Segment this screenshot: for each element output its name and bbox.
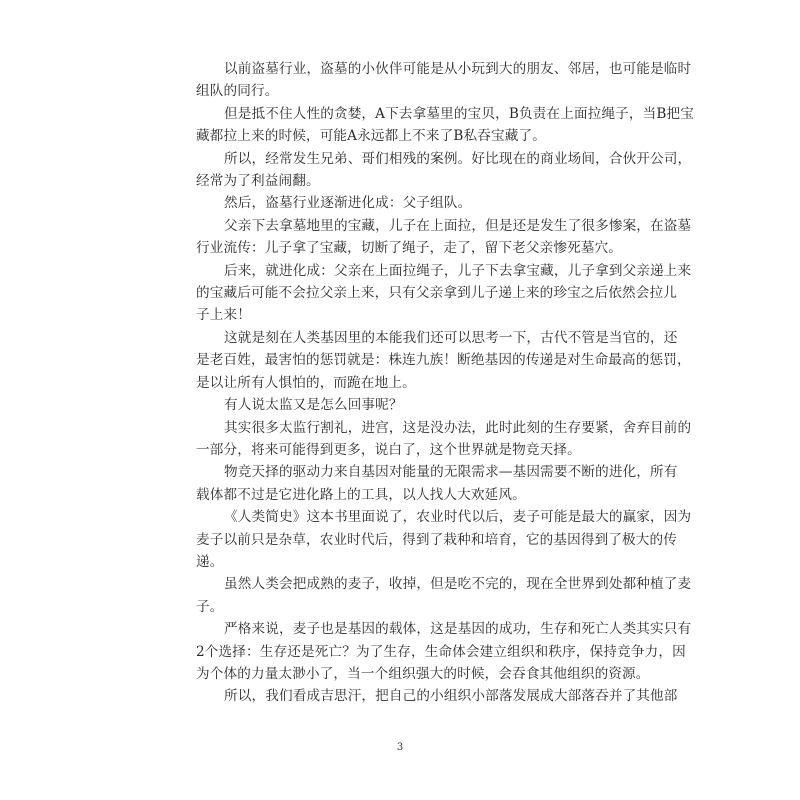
text-line: 父亲下去拿墓地里的宝藏，儿子在上面拉，但是还是发生了很多惨案，在盗墓 <box>224 217 692 234</box>
text-line: 严格来说，麦子也是基因的载体，这是基因的成功，生存和死亡人类其实只有 <box>224 621 692 638</box>
page-number: 3 <box>396 742 404 753</box>
text-line: 所以，我们看成吉思汗，把自己的小组织小部落发展成大部落吞并了其他部 <box>224 688 678 705</box>
text-line: 子。 <box>196 598 224 615</box>
text-line: 然后，盗墓行业逐渐进化成：父子组队。 <box>224 195 472 212</box>
text-line: 藏都拉上来的时候，可能A永远都上不来了B私吞宝藏了。 <box>196 128 546 145</box>
text-line: 子上来！ <box>196 307 251 324</box>
text-line: 所以，经常发生兄弟、哥们相残的案例。好比现在的商业场间，合伙开公司， <box>224 150 692 167</box>
text-line: 麦子以前只是杂草，农业时代后，得到了栽种和培育，它的基因得到了极大的传 <box>196 531 678 548</box>
text-line: 《人类简史》这本书里面说了，农业时代以后，麦子可能是最大的赢家，因为 <box>224 509 692 526</box>
text-line: 为个体的力量太渺小了，当一个组织强大的时候，会吞食其他组织的资源。 <box>196 665 650 682</box>
text-line: 载体都不过是它进化路上的工具，以人找人大欢延风。 <box>196 486 526 503</box>
text-line: 虽然人类会把成熟的麦子，收掉，但是吃不完的，现在全世界到处都种植了麦 <box>224 576 692 593</box>
text-line: 是老百姓，最害怕的惩罚就是：株连九族！断绝基因的传递是对生命最高的惩罚， <box>196 352 691 369</box>
text-line: 经常为了利益闹翻。 <box>196 173 320 190</box>
text-line: 递。 <box>196 553 224 570</box>
text-line: 物竞天择的驱动力来自基因对能量的无限需求—基因需要不断的进化，所有 <box>224 464 678 481</box>
text-line: 组队的同行。 <box>196 83 279 100</box>
text-line: 但是抵不住人性的贪婪，A下去拿墓里的宝贝，B负责在上面拉绳子，当B把宝 <box>224 105 695 122</box>
text-line: 是以让所有人惧怕的，而跪在地上。 <box>196 374 416 391</box>
text-line: 行业流传：儿子拿了宝藏，切断了绳子，走了，留下老父亲惨死墓穴。 <box>196 240 623 257</box>
text-line: 的宝藏后可能不会拉父亲上来，只有父亲拿到儿子递上来的珍宝之后依然会拉儿 <box>196 285 678 302</box>
text-line: 这就是刻在人类基因里的本能我们还可以思考一下，古代不管是当官的，还 <box>224 329 678 346</box>
text-line: 后来，就进化成：父亲在上面拉绳子，儿子下去拿宝藏，儿子拿到父亲递上来 <box>224 262 692 279</box>
text-line: 一部分，将来可能得到更多，说白了，这个世界就是物竞天择。 <box>196 441 581 458</box>
body-text <box>196 58 695 708</box>
text-line: 2个选择：生存还是死亡？为了生存，生命体会建立组织和秩序，保持竞争力，因 <box>196 643 686 660</box>
text-line: 其实很多太监行割礼，进宫，这是没办法，此时此刻的生存要紧，舍弃目前的 <box>224 419 692 436</box>
text-line: 有人说太监又是怎么回事呢？ <box>224 397 403 414</box>
text-line: 以前盗墓行业，盗墓的小伙伴可能是从小玩到大的朋友、邻居，也可能是临时 <box>224 61 692 77</box>
